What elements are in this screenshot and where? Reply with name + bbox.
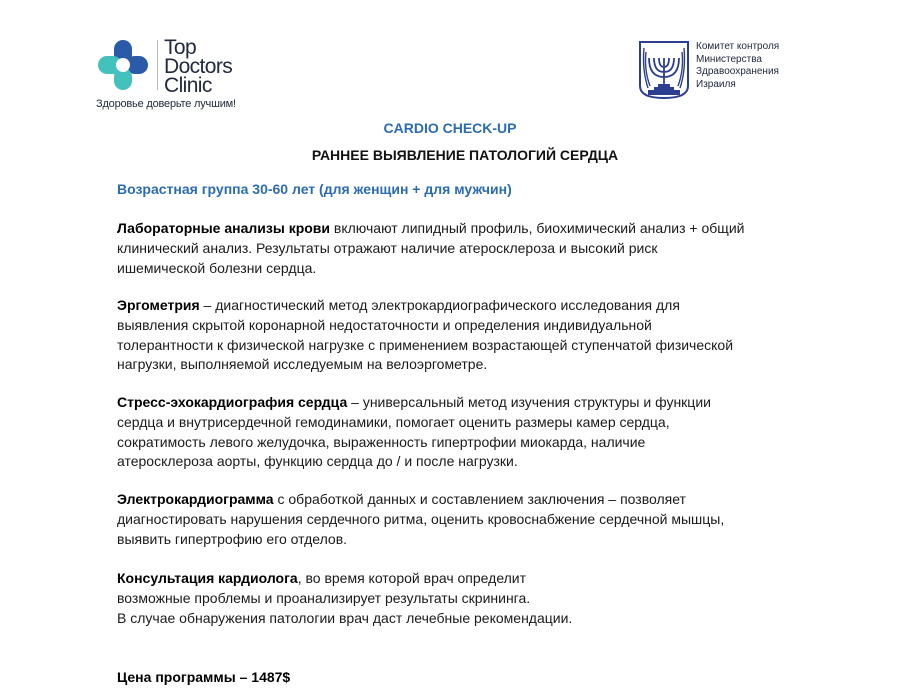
section-text: сердца и внутрисердечной гемодинамики, помогает оценить размеры камер сердца, [117, 413, 670, 430]
clinic-logo [96, 38, 296, 118]
section-term: Стресс-эхокардиография сердца [117, 394, 348, 410]
section-text: атеросклероза аорты, функцию сердца до / и после нагрузки. [117, 453, 518, 470]
ministry-seal [638, 40, 838, 102]
section-text: выявить гипертрофию его отделов. [117, 530, 348, 547]
program-subtitle: РАННЕЕ ВЫЯВЛЕНИЕ ПАТОЛОГИЙ СЕРДЦА [311, 147, 619, 163]
section-term: Лабораторные анализы крови [117, 220, 331, 236]
ministry-line: Здравоохранения [696, 66, 779, 77]
program-price: Цена программы – 1487$ [117, 669, 291, 685]
section-text: толерантности к физической нагрузке с применением возрастающей ступенчатой физической [117, 336, 734, 353]
section-stress-echo [117, 393, 787, 472]
ministry-line: Министерства [696, 53, 762, 65]
section-text: нагрузки, выполняемой исследуемым на велоэргометре. [117, 356, 488, 373]
section-text: клинический анализ. Результаты отражают наличие атеросклероза и высокий риск [117, 239, 658, 256]
section-text: возможные проблемы и проанализирует результаты скрининга. [117, 589, 531, 606]
section-ergometry [117, 296, 787, 375]
section-term: Эргометрия [117, 297, 200, 313]
section-text: с обработкой данных и составлением заключения – позволяет [273, 491, 686, 507]
section-text: ишемической болезни сердца. [117, 259, 317, 276]
brand-name [164, 38, 232, 95]
section-text: включают липидный профиль, биохимический анализ + общий [330, 220, 745, 236]
section-text: , во время которой врач определит [297, 570, 527, 586]
section-text: – диагностический метод электрокардиографического исследования для [199, 297, 680, 313]
section-cardiologist-consultation [117, 569, 787, 628]
section-term: Электрокардиограмма [117, 491, 274, 507]
brand-name-line: Top [164, 36, 197, 59]
section-text: сократимость левого желудочка, выраженность гипертрофии миокарда, наличие [117, 433, 646, 450]
ministry-line: Комитет контроля [696, 41, 780, 52]
ministry-line: Израиля [696, 78, 736, 90]
clinic-heart-cross-icon [96, 38, 150, 92]
brand-divider [157, 40, 158, 90]
brand-name-line: Clinic [164, 74, 212, 97]
section-text: В случае обнаружения патологии врач даст лечебные рекомендации. [117, 609, 573, 626]
ministry-text [696, 41, 779, 91]
section-ecg [117, 490, 787, 549]
brand-tagline: Здоровье доверьте лучшим! [96, 98, 236, 110]
section-text: – универсальный метод изучения структуры и функции [347, 394, 711, 410]
section-text: диагностировать нарушения сердечного ритма, оценить кровоснабжение сердечной мышцы, [117, 510, 725, 527]
menorah-emblem-icon [638, 40, 690, 100]
program-title: CARDIO CHECK-UP [383, 120, 517, 136]
section-lab-tests [117, 219, 787, 278]
section-text: выявления скрытой коронарной недостаточности и определения индивидуальной [117, 316, 652, 333]
brand-name-line: Doctors [164, 55, 233, 78]
age-group: Возрастная группа 30-60 лет (для женщин + для мужчин) [117, 181, 512, 197]
section-term: Консультация кардиолога [117, 570, 298, 586]
